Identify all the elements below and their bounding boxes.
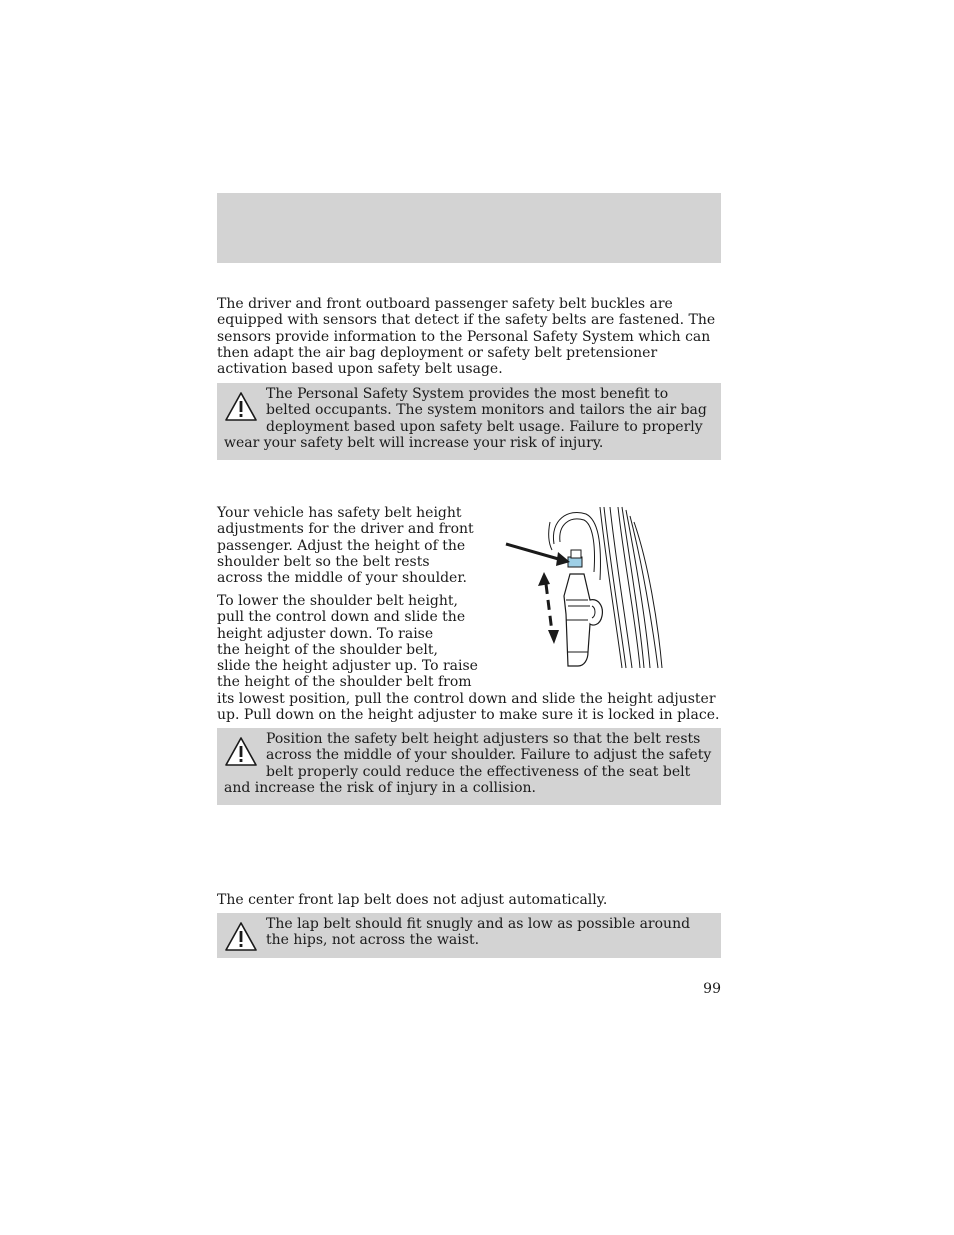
- instruction-line: slide the height adjuster up. To raise: [217, 658, 478, 675]
- warning-box-personal-safety: [217, 383, 721, 460]
- instruction-line: To lower the shoulder belt height,: [217, 593, 458, 609]
- warning-triangle-icon: [224, 390, 258, 424]
- warning-box-lap-belt: [217, 913, 721, 958]
- instruction-line: the height of the shoulder belt from: [217, 674, 472, 691]
- intro-paragraph: The driver and front outboard passenger safety belt buckles are equipped with sensors that detect if the safety belts are fastened. The sensors provide information to the Personal Safety System which can then adapt the air bag deployment or safety belt pretensioner activation based upon safety belt usage.: [217, 296, 716, 378]
- height-adjust-paragraph: Your vehicle has safety belt height adjustments for the driver and front passenger. Adjust the height of the shoulder belt so the belt rests across the middle of your shoulder.: [217, 505, 474, 587]
- warning-box-belt-height: [217, 728, 721, 805]
- warning-text: The Personal Safety System provides the most benefit to belted occupants. The system monitors and tailors the air bag deployment based upon safety belt usage. Failure to properly wear your safety belt will increase your risk of injury.: [224, 386, 707, 451]
- warning-triangle-icon: [224, 920, 258, 954]
- warning-text: Position the safety belt height adjusters so that the belt rests across the middle of your shoulder. Failure to adjust the safety belt properly could reduce the effectiveness of the seat belt and increase the risk of injury in a collision.: [224, 731, 712, 796]
- page-number: 99: [703, 981, 721, 997]
- instruction-line: pull the control down and slide the: [217, 609, 466, 626]
- warning-text: The lap belt should fit snugly and as low as possible around the hips, not across the waist.: [266, 916, 691, 949]
- warning-triangle-icon: [224, 735, 258, 769]
- section-header-band: [217, 193, 721, 263]
- shoulder-belt-adjuster-illustration: [498, 502, 668, 674]
- instruction-continued: its lowest position, pull the control down and slide the height adjuster up. Pull down on the height adjuster to make sure it is locked in place.: [217, 690, 720, 724]
- instruction-line: height adjuster down. To raise: [217, 625, 434, 642]
- center-lap-belt-paragraph: The center front lap belt does not adjust automatically.: [217, 892, 608, 908]
- instruction-line: the height of the shoulder belt,: [217, 641, 438, 658]
